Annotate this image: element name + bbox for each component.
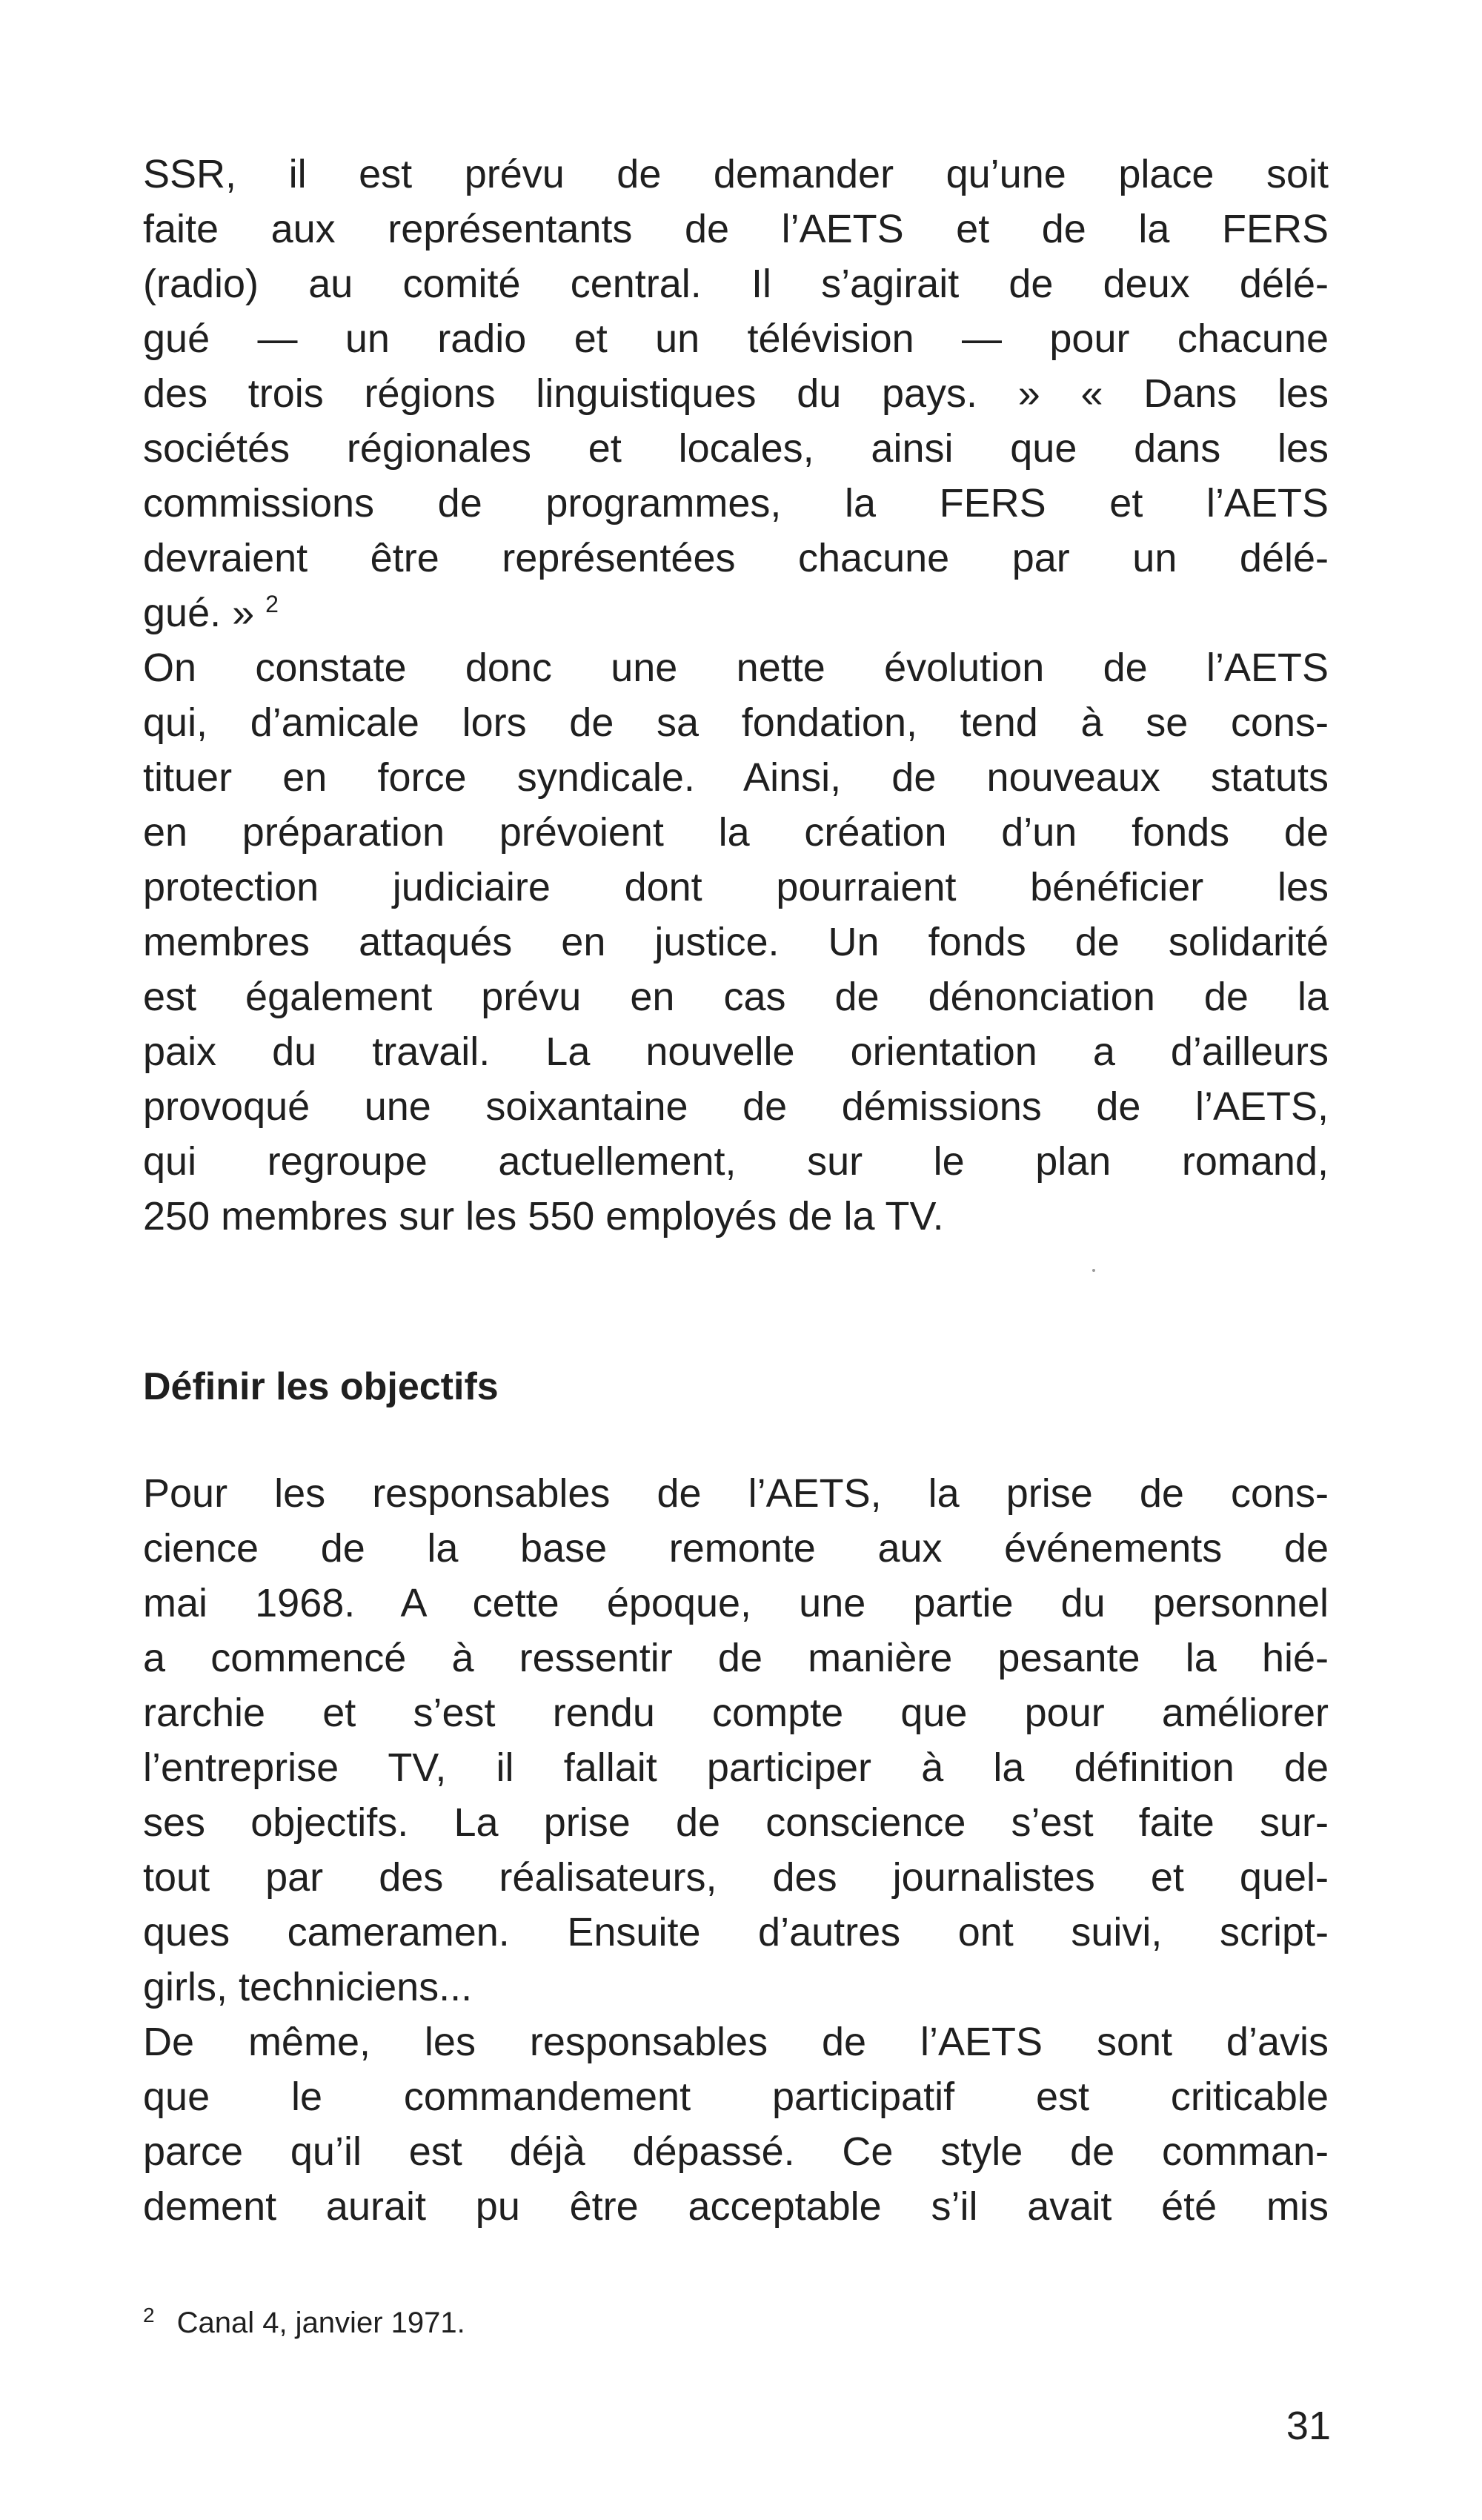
- text-line: paix du travail. La nouvelle orientation a d’ailleurs: [143, 1029, 1329, 1074]
- text-line: faite aux représentants de l’AETS et de la FERS: [143, 207, 1329, 251]
- text-line: [143, 586, 1329, 640]
- text-line: a commencé à ressentir de manière pesante la hié-: [143, 1636, 1329, 1680]
- text-line: des trois régions linguistiques du pays. » « Dans les: [143, 371, 1329, 416]
- text-line: ques cameramen. Ensuite d’autres ont suivi, script-: [143, 1910, 1329, 1954]
- text-line: parce qu’il est déjà dépassé. Ce style de comman-: [143, 2129, 1329, 2174]
- text-line: qui, d’amicale lors de sa fondation, tend à se cons-: [143, 700, 1329, 745]
- text-line: dement aurait pu être acceptable s’il avait été mis: [143, 2184, 1329, 2229]
- text-line-content: gué. »: [143, 591, 255, 635]
- text-line: membres attaqués en justice. Un fonds de solidarité: [143, 920, 1329, 964]
- footnote: [143, 2301, 465, 2345]
- text-line: tituer en force syndicale. Ainsi, de nouveaux statuts: [143, 755, 1329, 800]
- text-line: que le commandement participatif est criticable: [143, 2075, 1329, 2119]
- paragraph: [143, 1466, 1329, 2015]
- text-line: commissions de programmes, la FERS et l’AETS: [143, 481, 1329, 525]
- section-heading: Définir les objectifs: [143, 1365, 499, 1408]
- page-number: 31: [1286, 2404, 1331, 2448]
- text-line: cience de la base remonte aux événements de: [143, 1526, 1329, 1571]
- footnote-reference: 2: [265, 591, 279, 617]
- text-line: On constate donc une nette évolution de l’AETS: [143, 646, 1329, 690]
- text-line: provoqué une soixantaine de démissions de l’AETS,: [143, 1084, 1329, 1129]
- text-line: est également prévu en cas de dénonciation de la: [143, 975, 1329, 1019]
- text-line: De même, les responsables de l’AETS sont d’avis: [143, 2020, 1329, 2064]
- text-line: (radio) au comité central. Il s’agirait de deux délé-: [143, 262, 1329, 306]
- text-line: protection judiciaire dont pourraient bénéficier les: [143, 865, 1329, 909]
- text-line: en préparation prévoient la création d’un fonds de: [143, 810, 1329, 855]
- text-line: mai 1968. A cette époque, une partie du personnel: [143, 1581, 1329, 1625]
- paragraph: [143, 2015, 1329, 2234]
- footnote-text: Canal 4, janvier 1971.: [176, 2307, 465, 2339]
- text-line: ses objectifs. La prise de conscience s’est faite sur-: [143, 1800, 1329, 1845]
- text-line: sociétés régionales et locales, ainsi que dans les: [143, 426, 1329, 471]
- text-line: gué — un radio et un télévision — pour chacune: [143, 316, 1329, 361]
- print-speck: [1092, 1269, 1095, 1272]
- text-line: Pour les responsables de l’AETS, la prise de cons-: [143, 1471, 1329, 1516]
- text-line: qui regroupe actuellement, sur le plan romand,: [143, 1139, 1329, 1184]
- text-line: l’entreprise TV, il fallait participer à la définition de: [143, 1745, 1329, 1790]
- text-line: devraient être représentées chacune par un délé-: [143, 536, 1329, 580]
- text-line: SSR, il est prévu de demander qu’une place soit: [143, 152, 1329, 196]
- text-line: 250 membres sur les 550 employés de la TV.: [143, 1194, 944, 1239]
- text-line: tout par des réalisateurs, des journalistes et quel-: [143, 1855, 1329, 1900]
- text-line: rarchie et s’est rendu compte que pour améliorer: [143, 1691, 1329, 1735]
- text-line: girls, techniciens...: [143, 1965, 473, 2009]
- paragraph: [143, 640, 1329, 1244]
- paragraph-continuation: [143, 147, 1329, 640]
- footnote-mark: 2: [143, 2303, 155, 2327]
